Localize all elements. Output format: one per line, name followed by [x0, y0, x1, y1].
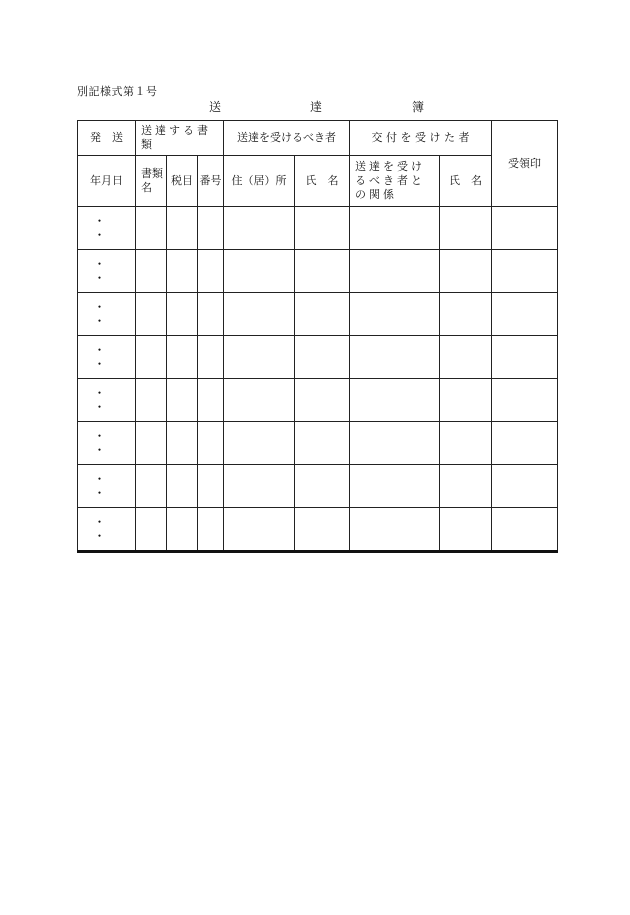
tax-item-cell[interactable] [167, 379, 198, 422]
date-cell[interactable]: ・ ・ [78, 336, 136, 379]
recipient-name-cell[interactable] [295, 250, 350, 293]
header-recipient-group: 送達を受けるべき者 [224, 121, 350, 156]
deliveree-name-cell[interactable] [440, 508, 492, 552]
recipient-name-cell[interactable] [295, 465, 350, 508]
page-title [0, 98, 630, 114]
deliveree-name-cell[interactable] [440, 293, 492, 336]
table-row [78, 465, 558, 508]
number-cell[interactable] [198, 508, 224, 552]
recipient-name-cell[interactable] [295, 336, 350, 379]
doc-name-cell[interactable] [136, 207, 167, 250]
address-cell[interactable] [224, 293, 295, 336]
table-row [78, 508, 558, 552]
relation-cell[interactable] [350, 293, 440, 336]
header-number: 番号 [198, 156, 224, 207]
relation-cell[interactable] [350, 379, 440, 422]
address-cell[interactable] [224, 508, 295, 552]
deliveree-name-cell[interactable] [440, 250, 492, 293]
tax-item-cell[interactable] [167, 293, 198, 336]
address-cell[interactable] [224, 250, 295, 293]
receipt-stamp-cell[interactable] [492, 293, 558, 336]
deliveree-name-cell[interactable] [440, 336, 492, 379]
deliveree-name-cell[interactable] [440, 465, 492, 508]
date-cell[interactable]: ・ ・ [78, 379, 136, 422]
header-hassou: 発 送 [78, 121, 136, 156]
address-cell[interactable] [224, 465, 295, 508]
relation-cell[interactable] [350, 336, 440, 379]
date-cell[interactable]: ・ ・ [78, 465, 136, 508]
address-cell[interactable] [224, 336, 295, 379]
relation-cell[interactable] [350, 465, 440, 508]
date-cell[interactable]: ・ ・ [78, 422, 136, 465]
number-cell[interactable] [198, 465, 224, 508]
receipt-stamp-cell[interactable] [492, 508, 558, 552]
title-part-2: 達 [310, 100, 323, 114]
table-row [78, 293, 558, 336]
deliveree-name-cell[interactable] [440, 422, 492, 465]
table-row [78, 422, 558, 465]
header-doc-name: 書類名 [136, 156, 167, 207]
header-receipt-stamp: 受領印 [492, 121, 558, 207]
doc-name-cell[interactable] [136, 508, 167, 552]
header-address: 住（居）所 [224, 156, 295, 207]
doc-name-cell[interactable] [136, 250, 167, 293]
title-part-3: 簿 [412, 100, 425, 114]
number-cell[interactable] [198, 336, 224, 379]
number-cell[interactable] [198, 207, 224, 250]
doc-name-cell[interactable] [136, 336, 167, 379]
header-documents-group: 送達する書類 [136, 121, 224, 156]
date-cell[interactable]: ・ ・ [78, 250, 136, 293]
tax-item-cell[interactable] [167, 250, 198, 293]
header-tax-item: 税目 [167, 156, 198, 207]
address-cell[interactable] [224, 422, 295, 465]
date-cell[interactable]: ・ ・ [78, 508, 136, 552]
receipt-stamp-cell[interactable] [492, 336, 558, 379]
tax-item-cell[interactable] [167, 422, 198, 465]
relation-cell[interactable] [350, 508, 440, 552]
number-cell[interactable] [198, 379, 224, 422]
address-cell[interactable] [224, 207, 295, 250]
relation-cell[interactable] [350, 250, 440, 293]
tax-item-cell[interactable] [167, 508, 198, 552]
table-row [78, 207, 558, 250]
doc-name-cell[interactable] [136, 465, 167, 508]
header-date: 年月日 [78, 156, 136, 207]
table-row [78, 336, 558, 379]
header-relation: 送達を受けるべき者との関係 [350, 156, 440, 207]
form-number: 別記様式第１号 [77, 85, 158, 98]
recipient-name-cell[interactable] [295, 508, 350, 552]
recipient-name-cell[interactable] [295, 422, 350, 465]
receipt-stamp-cell[interactable] [492, 379, 558, 422]
recipient-name-cell[interactable] [295, 293, 350, 336]
date-cell[interactable]: ・ ・ [78, 293, 136, 336]
table-row [78, 250, 558, 293]
receipt-stamp-cell[interactable] [492, 465, 558, 508]
receipt-stamp-cell[interactable] [492, 422, 558, 465]
number-cell[interactable] [198, 293, 224, 336]
recipient-name-cell[interactable] [295, 207, 350, 250]
tax-item-cell[interactable] [167, 465, 198, 508]
header-recipient-name: 氏 名 [295, 156, 350, 207]
doc-name-cell[interactable] [136, 422, 167, 465]
number-cell[interactable] [198, 422, 224, 465]
doc-name-cell[interactable] [136, 379, 167, 422]
table-row [78, 379, 558, 422]
receipt-stamp-cell[interactable] [492, 250, 558, 293]
relation-cell[interactable] [350, 207, 440, 250]
number-cell[interactable] [198, 250, 224, 293]
receipt-stamp-cell[interactable] [492, 207, 558, 250]
address-cell[interactable] [224, 379, 295, 422]
header-deliveree-group: 交 付 を 受 け た 者 [350, 121, 492, 156]
delivery-register-table [77, 120, 558, 553]
deliveree-name-cell[interactable] [440, 379, 492, 422]
title-part-1: 送 [209, 100, 222, 114]
header-deliveree-name: 氏 名 [440, 156, 492, 207]
doc-name-cell[interactable] [136, 293, 167, 336]
recipient-name-cell[interactable] [295, 379, 350, 422]
tax-item-cell[interactable] [167, 207, 198, 250]
tax-item-cell[interactable] [167, 336, 198, 379]
deliveree-name-cell[interactable] [440, 207, 492, 250]
relation-cell[interactable] [350, 422, 440, 465]
date-cell[interactable]: ・ ・ [78, 207, 136, 250]
